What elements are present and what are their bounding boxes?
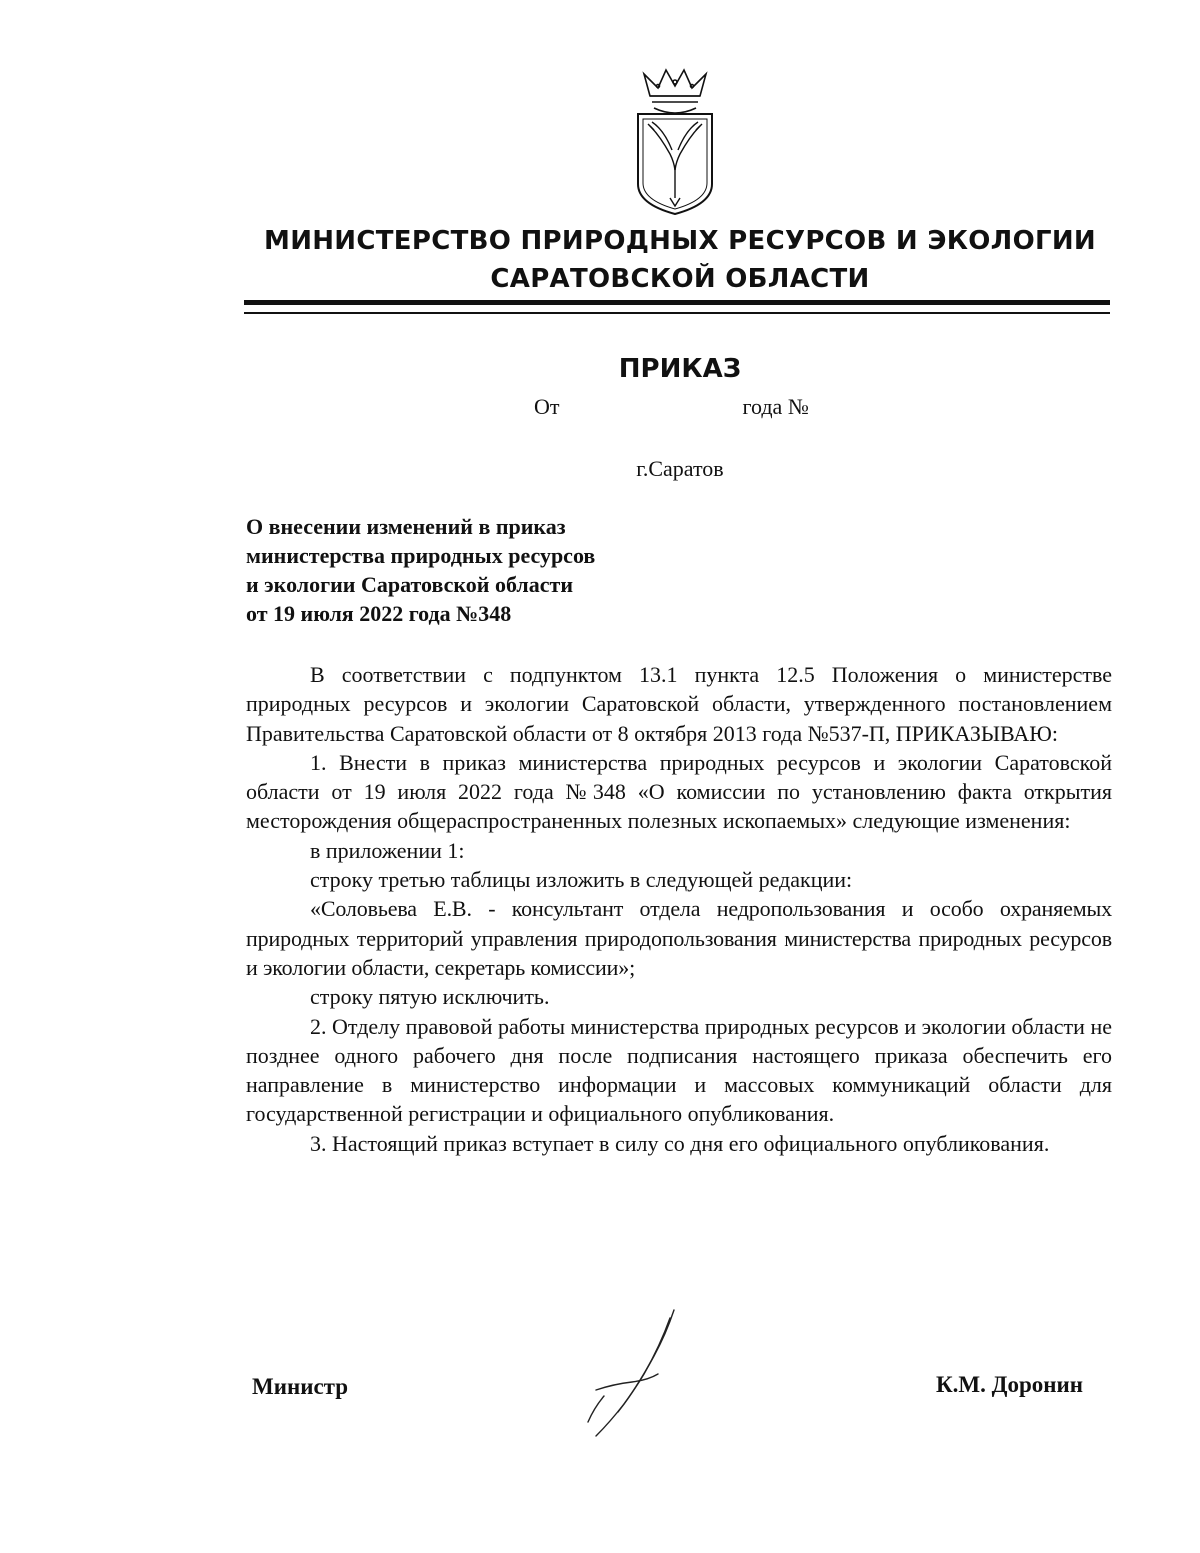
subject-line: О внесении изменений в приказ: [246, 514, 566, 539]
coat-of-arms-icon: [630, 66, 720, 216]
body-paragraph: в приложении 1:: [310, 837, 465, 863]
order-subject: [246, 512, 595, 628]
ministry-name-line2: САРАТОВСКОЙ ОБЛАСТИ: [490, 264, 870, 294]
body-paragraph: строку третью таблицы изложить в следующей редакции:: [310, 867, 853, 893]
body-paragraph: 3. Настоящий приказ вступает в силу со дня его официального опубликования.: [310, 1130, 1050, 1156]
header-divider-thin: [244, 312, 1110, 314]
subject-line: министерства природных ресурсов: [246, 543, 596, 568]
header-divider-thick: [244, 300, 1110, 305]
document-type-title: ПРИКАЗ: [618, 354, 742, 384]
year-word: года №: [742, 394, 809, 419]
order-date-line: [534, 394, 840, 420]
body-paragraph: 1. Внести в приказ министерства природных ресурсов и экологии Саратовской области от 19 июля 2022 года №348 «О комиссии по установлению факта открытия месторождения общераспространенных полезных ископаемых» следующие изменения:: [246, 749, 1112, 834]
signer-position: Министр: [252, 1374, 349, 1399]
subject-line: и экологии Саратовской области: [246, 572, 574, 597]
subject-line: от 19 июля 2022 года №348: [246, 601, 512, 626]
signer-name: К.М. Доронин: [936, 1372, 1084, 1397]
handwritten-signature-icon: [574, 1304, 694, 1444]
body-paragraph: «Соловьева Е.В. - консультант отдела недропользования и особо охраняемых природных территорий управления природопользования министерства природных ресурсов и экологии области, секретарь комиссии»;: [246, 896, 1112, 980]
city: г.Саратов: [636, 456, 724, 481]
body-paragraph: 2. Отделу правовой работы министерства природных ресурсов и экологии области не позднее одного рабочего дня после подписания настоящего приказа обеспечить его направление в министерство информации и массовых коммуникаций области для государственной регистрации и официального опубликования.: [246, 1013, 1112, 1127]
date-prefix: От: [534, 394, 560, 419]
order-body: [246, 660, 1112, 1158]
body-paragraph: В соответствии с подпунктом 13.1 пункта 12.5 Положения о министерстве природных ресурсов и экологии Саратовской области, утвержденного постановлением Правительства Саратовской области от 8 октября 2013 года №537-П, ПРИКАЗЫВАЮ:: [246, 662, 1112, 746]
ministry-name-line1: МИНИСТЕРСТВО ПРИРОДНЫХ РЕСУРСОВ И ЭКОЛОГИИ: [264, 226, 1096, 256]
body-paragraph: строку пятую исключить.: [310, 984, 550, 1010]
